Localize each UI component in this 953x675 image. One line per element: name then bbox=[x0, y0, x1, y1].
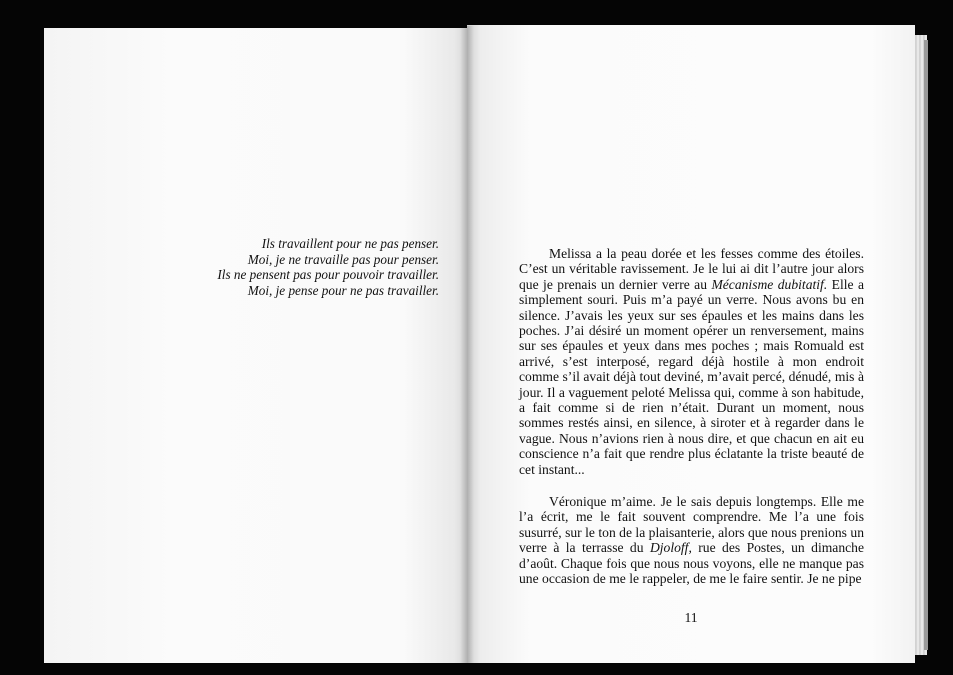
paragraph-2-part-2: rue des Postes, un dimanche d’août. Chaque fois que nous nous voyons, elle ne manque pas une occasion de me le rappeler, de me le faire sentir. Je ne pipe bbox=[519, 540, 864, 587]
verse-block bbox=[109, 236, 439, 298]
paragraph-1-part-2: Elle a simplement souri. Puis m’a payé un verre. Nous avons bu en silence. J’avais les yeux sur ses épaules et les mains dans les poches. J’ai désiré un moment opérer un renversement, mains sur ses épaules et yeux dans mes poches ; mais Romuald est arrivé, s’est interposé, regard déjà hostile à mon endroit comme s’il avait déjà tout deviné, m’avait percé, dénudé, mis à jour. Il a vaguement peloté Melissa qui, comme à son habitude, a fait comme si de rien n’était. Durant un moment, nous sommes restés ainsi, en silence, à siroter et à regarder dans le vague. Nous n’avions rien à nous dire, et que chacun en ait eu conscience n’a fait que rendre plus éclatante la triste beauté de cet instant... bbox=[519, 276, 864, 477]
page-number: 11 bbox=[684, 610, 698, 625]
paragraph-melissa bbox=[519, 246, 864, 477]
book-gutter bbox=[460, 26, 474, 663]
verse-line-1: Ils travaillent pour ne pas penser. bbox=[261, 236, 439, 251]
paragraph-1-italic-title: Mécanisme dubitatif. bbox=[711, 276, 828, 292]
right-page bbox=[467, 25, 915, 663]
verse-line-2: Moi, je ne travaille pas pour penser. bbox=[247, 251, 439, 267]
paragraph-2-italic-place: Djoloff, bbox=[649, 540, 692, 556]
paragraph-2-part-1: Véronique m’aime. Je le sais depuis longtemps. Elle me l’a écrit, me le fait souvent comprendre. Me l’a une fois susurré, sur le ton de la plaisanterie, alors que nous prenions un verre à la terrasse du bbox=[519, 494, 864, 556]
verse-line-4: Moi, je pense pour ne pas travailler. bbox=[247, 282, 439, 298]
verse-line-3: Ils ne pensent pas pour pouvoir travailler. bbox=[217, 267, 439, 283]
paragraph-1-part-1: Melissa a la peau dorée et les fesses comme des étoiles. C’est un véritable ravissement. Je le lui ai dit l’autre jour alors que je prenais un dernier verre au bbox=[519, 246, 864, 292]
left-page bbox=[44, 28, 467, 663]
paragraph-veronique bbox=[519, 494, 864, 586]
page-edge-shadow bbox=[924, 40, 928, 650]
